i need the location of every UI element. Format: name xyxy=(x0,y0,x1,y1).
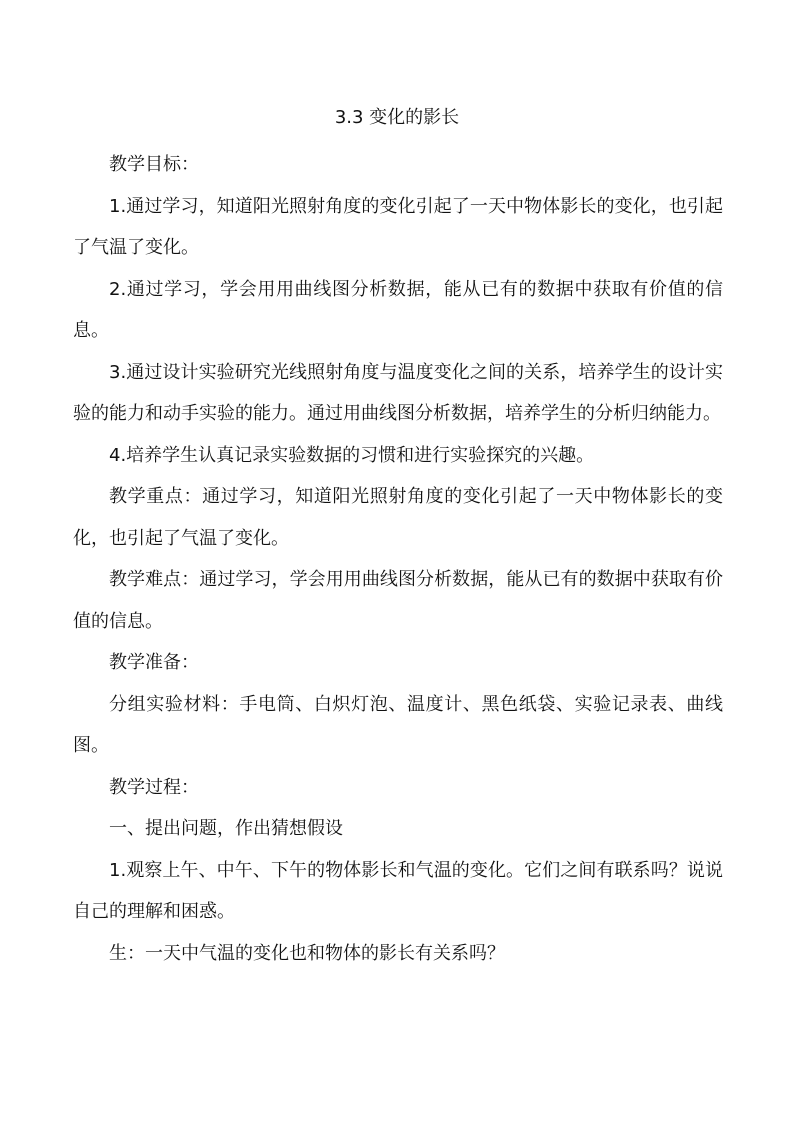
key-point-paragraph: 教学重点：通过学习，知道阳光照射角度的变化引起了一天中物体影长的变化，也引起了气温了变化。 xyxy=(73,486,723,549)
section-heading-objectives: 教学目标： xyxy=(109,154,199,175)
document-title: 3.3 变化的影长 xyxy=(334,107,460,128)
process-step-heading: 一、提出问题，作出猜想假设 xyxy=(109,818,343,839)
difficulty-paragraph: 教学难点：通过学习，学会用用曲线图分析数据，能从已有的数据中获取有价值的信息。 xyxy=(73,569,723,632)
objective-item-4: 4.培养学生认真记录实验数据的习惯和进行实验探究的兴趣。 xyxy=(109,444,595,466)
process-item-1: 1.观察上午、中午、下午的物体影长和气温的变化。它们之间有联系吗？说说自己的理解和困惑。 xyxy=(73,859,723,922)
materials-paragraph: 分组实验材料：手电筒、白炽灯泡、温度计、黑色纸袋、实验记录表、曲线图。 xyxy=(73,693,723,756)
section-heading-process: 教学过程： xyxy=(109,776,199,798)
objective-item-3: 3.通过设计实验研究光线照射角度与温度变化之间的关系，培养学生的设计实验的能力和动手实验的能力。通过用曲线图分析数据，培养学生的分析归纳能力。 xyxy=(73,361,723,424)
section-heading-preparation: 教学准备： xyxy=(109,652,199,673)
student-response: 生：一天中气温的变化也和物体的影长有关系吗？ xyxy=(109,942,505,964)
objective-item-2: 2.通过学习，学会用用曲线图分析数据，能从已有的数据中获取有价值的信息。 xyxy=(73,278,723,341)
objective-item-1: 1.通过学习，知道阳光照射角度的变化引起了一天中物体影长的变化，也引起了气温了变化。 xyxy=(73,195,723,258)
document-body xyxy=(73,144,723,974)
